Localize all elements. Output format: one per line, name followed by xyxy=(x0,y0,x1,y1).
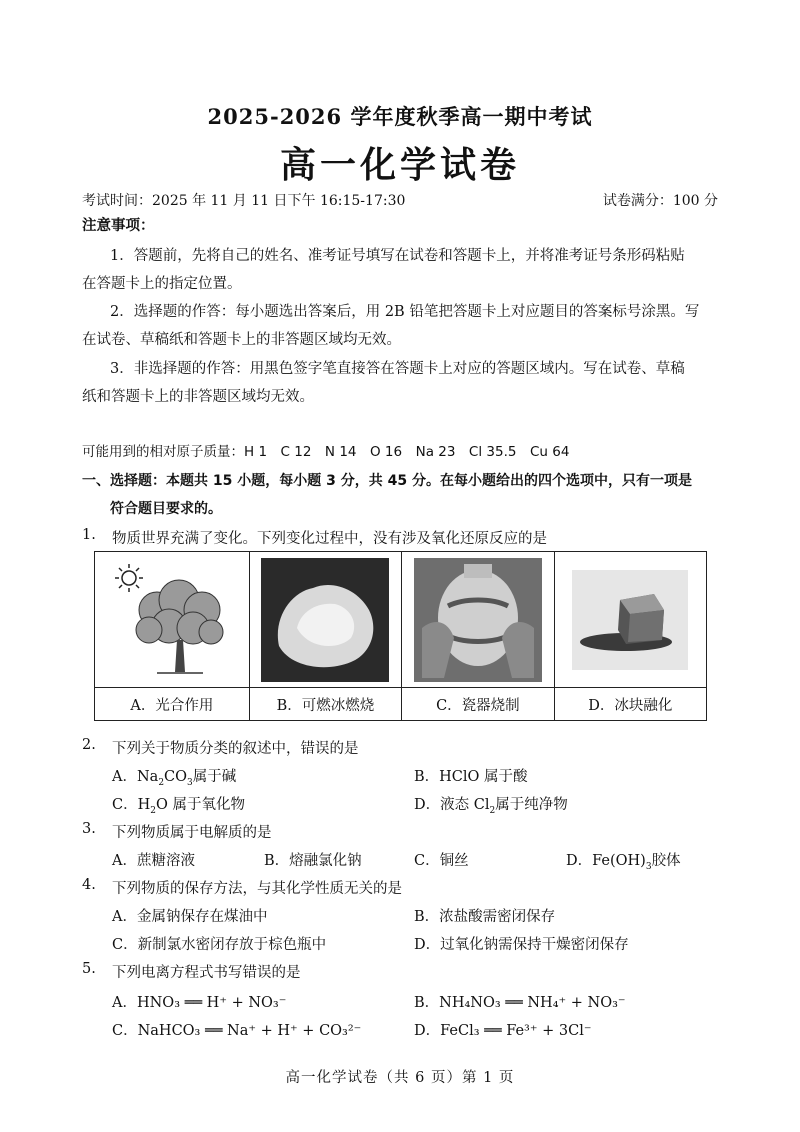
notice-heading: 注意事项： xyxy=(82,217,155,234)
notice-line: 在答题卡上的指定位置。 xyxy=(82,276,242,292)
q1-caption-c: C．瓷器烧制 xyxy=(402,688,554,721)
q4-option-d: D．过氧化钠需保持干燥密闭保存 xyxy=(414,937,629,953)
notice-line: 纸和答题卡上的非答题区域均无效。 xyxy=(82,389,314,405)
section1-heading: 一、选择题：本题共 15 小题，每小题 3 分，共 45 分。在每小题给出的四个选项中，只有一项是 xyxy=(82,473,692,489)
question-number: 3. xyxy=(82,821,96,837)
porcelain-cell xyxy=(402,552,554,688)
q1-caption-b: B．可燃冰燃烧 xyxy=(249,688,401,721)
q4-option-c: C．新制氯水密闭存放于棕色瓶中 xyxy=(112,937,327,953)
section1-heading-cont: 符合题目要求的。 xyxy=(110,501,222,517)
q3-option-d: D．$Fe(OH)_3$胶体 xyxy=(566,853,681,872)
q5-option-b: B．NH₄NO₃ ══ NH₄⁺ + NO₃⁻ xyxy=(414,995,626,1011)
q2-option-b: B．HClO 属于酸 xyxy=(414,769,528,785)
q3-option-a: A．蔗糖溶液 xyxy=(112,853,195,869)
q1-image-table xyxy=(94,551,707,721)
q3-option-b: B．熔融氯化钠 xyxy=(264,853,362,869)
question-number: 5. xyxy=(82,961,96,977)
notice-line: 在试卷、草稿纸和答题卡上的非答题区域均无效。 xyxy=(82,332,401,348)
q5-option-a: A．HNO₃ ══ H⁺ + NO₃⁻ xyxy=(112,995,287,1011)
tree-sun-icon xyxy=(107,560,237,680)
q1-caption-a: A．光合作用 xyxy=(95,688,250,721)
notice-line: 2．选择题的作答：每小题选出答案后，用 2B 铅笔把答题卡上对应题目的答案标号涂黑。写 xyxy=(110,304,700,320)
notice-line: 3．非选择题的作答：用黑色签字笔直接答在答题卡上对应的答题区域内。写在试卷、草稿 xyxy=(110,361,685,377)
exam-score: 试卷满分：100 分 xyxy=(602,193,718,209)
q4-option-b: B．浓盐酸需密闭保存 xyxy=(414,909,556,925)
exam-subtitle: 2025-2026 学年度秋季高一期中考试 xyxy=(207,104,593,129)
q2-option-d: D．液态 $Cl_2$属于纯净物 xyxy=(414,797,568,816)
notice-line: 1．答题前，先将自己的姓名、准考证号填写在试卷和答题卡上，并将准考证号条形码粘贴 xyxy=(110,248,685,264)
ice-melting-cell xyxy=(554,552,706,688)
q3-option-c: C．铜丝 xyxy=(414,853,469,869)
exam-time: 考试时间：2025 年 11 月 11 日下午 16:15-17:30 xyxy=(82,193,406,209)
question-stem: 下列电离方程式书写错误的是 xyxy=(112,965,301,981)
q5-option-c: C．NaHCO₃ ══ Na⁺ + H⁺ + CO₃²⁻ xyxy=(112,1023,362,1039)
photosynthesis-cell xyxy=(95,552,250,688)
q2-option-c: C．$H_2O$ 属于氧化物 xyxy=(112,797,245,816)
q1-caption-d: D．冰块融化 xyxy=(554,688,706,721)
question-number: 4. xyxy=(82,877,96,893)
combustible-ice-cell xyxy=(249,552,401,688)
question-stem: 下列关于物质分类的叙述中，错误的是 xyxy=(112,741,359,757)
question-number: 1. xyxy=(82,527,96,543)
porcelain-image xyxy=(414,558,542,682)
question-number: 2. xyxy=(82,737,96,753)
combustible-ice-image xyxy=(261,558,389,682)
q5-option-d: D．FeCl₃ ══ Fe³⁺ + 3Cl⁻ xyxy=(414,1023,592,1039)
q2-option-a: A．$Na_2CO_3$属于碱 xyxy=(112,769,237,788)
question-stem: 物质世界充满了变化。下列变化过程中，没有涉及氧化还原反应的是 xyxy=(112,531,547,547)
atomic-mass-line: 可能用到的相对原子质量：H 1 C 12 N 14 O 16 Na 23 Cl 35.5 Cu 64 xyxy=(82,444,570,460)
question-stem: 下列物质的保存方法，与其化学性质无关的是 xyxy=(112,881,402,897)
exam-title: 高一化学试卷 xyxy=(279,144,520,186)
ice-cube-image xyxy=(566,560,694,680)
q4-option-a: A．金属钠保存在煤油中 xyxy=(112,909,268,925)
page-footer: 高一化学试卷（共 6 页）第 1 页 xyxy=(285,1070,515,1086)
question-stem: 下列物质属于电解质的是 xyxy=(112,825,272,841)
